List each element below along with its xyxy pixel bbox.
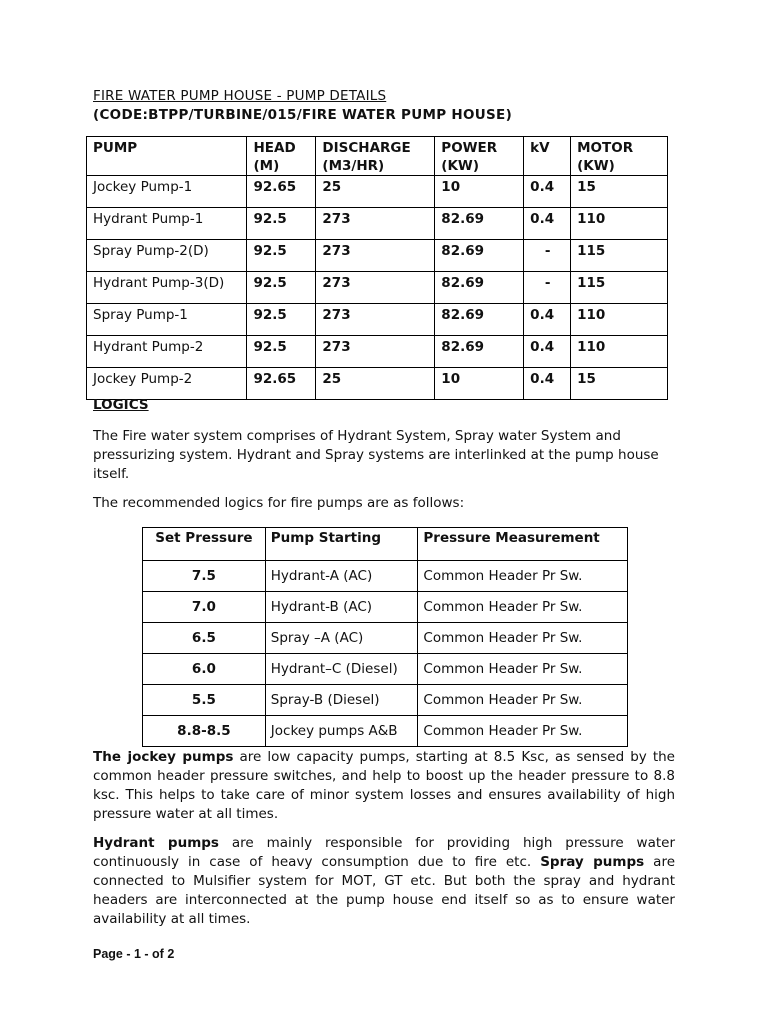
table-cell: 0.4	[524, 208, 571, 240]
logic-intro-paragraph: The recommended logics for fire pumps are as follows:	[93, 495, 465, 511]
header-unit: (M)	[253, 158, 280, 174]
table-row	[87, 240, 668, 272]
table-cell: 82.69	[435, 208, 524, 240]
table-cell: Hydrant-B (AC)	[265, 592, 418, 623]
table-cell: 0.4	[524, 304, 571, 336]
logic-table-header-cell: Pressure Measurement	[418, 528, 628, 561]
header-line: POWER	[441, 140, 498, 156]
table-cell: Spray Pump-2(D)	[87, 240, 247, 272]
table-cell: Jockey Pump-1	[87, 176, 247, 208]
header-line: MOTOR	[577, 140, 634, 156]
table-cell: 110	[571, 336, 668, 368]
table-cell: 0.4	[524, 368, 571, 400]
header-unit: (KW)	[577, 158, 615, 174]
table-cell: 82.69	[435, 272, 524, 304]
table-cell: 273	[316, 304, 435, 336]
table-cell: 92.5	[247, 336, 316, 368]
table-cell: Common Header Pr Sw.	[418, 685, 628, 716]
jockey-paragraph	[93, 748, 675, 824]
logic-table-header-cell: Pump Starting	[265, 528, 418, 561]
spray-lead: Spray pumps	[540, 854, 645, 870]
table-cell: Hydrant Pump-3(D)	[87, 272, 247, 304]
table-cell: 115	[571, 240, 668, 272]
table-cell: Spray-B (Diesel)	[265, 685, 418, 716]
table-cell: 82.69	[435, 240, 524, 272]
table-cell: Common Header Pr Sw.	[418, 561, 628, 592]
table-cell: Common Header Pr Sw.	[418, 592, 628, 623]
table-cell: 10	[435, 176, 524, 208]
table-cell: 6.5	[143, 623, 266, 654]
table-row	[143, 654, 628, 685]
table-cell: 92.65	[247, 368, 316, 400]
table-cell: 115	[571, 272, 668, 304]
table-cell: 10	[435, 368, 524, 400]
table-cell: 92.5	[247, 208, 316, 240]
pump-table-header-cell	[435, 137, 524, 176]
table-cell: 92.5	[247, 240, 316, 272]
table-cell: Jockey Pump-2	[87, 368, 247, 400]
table-row	[87, 208, 668, 240]
table-cell: Spray –A (AC)	[265, 623, 418, 654]
pump-details-table	[86, 136, 668, 400]
document-code: (CODE:BTPP/TURBINE/015/FIRE WATER PUMP HOUSE)	[93, 107, 513, 123]
table-cell: Hydrant Pump-2	[87, 336, 247, 368]
table-cell: Common Header Pr Sw.	[418, 716, 628, 747]
spray-text: are connected to Mulsifier system for MOT, GT etc. But both the spray and hydrant headers are interconnected at the pump house end itself so as to ensure water availability at all times.	[93, 854, 675, 927]
table-row	[143, 561, 628, 592]
hydrant-text: are mainly responsible for providing high pressure water continuously in case of heavy consumption due to fire etc.	[93, 835, 675, 870]
table-cell: 273	[316, 272, 435, 304]
pump-table-header-cell	[524, 137, 571, 176]
table-row	[87, 176, 668, 208]
table-cell: Spray Pump-1	[87, 304, 247, 336]
table-cell: 92.5	[247, 272, 316, 304]
header-unit: (KW)	[441, 158, 479, 174]
pump-logic-table	[142, 527, 628, 747]
table-row	[143, 685, 628, 716]
table-cell: -	[524, 240, 571, 272]
table-cell: 0.4	[524, 176, 571, 208]
table-cell: 7.0	[143, 592, 266, 623]
pump-table-header-cell	[247, 137, 316, 176]
table-row	[143, 716, 628, 747]
table-cell: 273	[316, 240, 435, 272]
table-cell: Hydrant-A (AC)	[265, 561, 418, 592]
table-cell: 110	[571, 208, 668, 240]
hydrant-paragraph	[93, 834, 675, 929]
table-cell: 7.5	[143, 561, 266, 592]
table-row	[87, 336, 668, 368]
table-cell: -	[524, 272, 571, 304]
table-cell: 15	[571, 368, 668, 400]
logics-heading: LOGICS	[93, 397, 149, 413]
table-row	[143, 623, 628, 654]
table-cell: 92.5	[247, 304, 316, 336]
table-cell: Hydrant–C (Diesel)	[265, 654, 418, 685]
table-cell: 92.65	[247, 176, 316, 208]
document-title: FIRE WATER PUMP HOUSE - PUMP DETAILS	[93, 88, 387, 104]
table-cell: 15	[571, 176, 668, 208]
table-cell: 25	[316, 368, 435, 400]
table-cell: 273	[316, 336, 435, 368]
table-cell: 273	[316, 208, 435, 240]
header-line: kV	[530, 140, 550, 156]
jockey-lead: The jockey pumps	[93, 749, 234, 765]
pump-table-header-cell	[87, 137, 247, 176]
table-cell: 8.8-8.5	[143, 716, 266, 747]
logic-table-header-cell: Set Pressure	[143, 528, 266, 561]
table-row	[143, 592, 628, 623]
pump-table-header-cell	[316, 137, 435, 176]
table-cell: 6.0	[143, 654, 266, 685]
header-line: HEAD	[253, 140, 296, 156]
table-cell: 82.69	[435, 336, 524, 368]
header-unit: (M3/HR)	[322, 158, 385, 174]
pump-table-header-cell	[571, 137, 668, 176]
table-row	[87, 272, 668, 304]
table-cell: 110	[571, 304, 668, 336]
header-line: PUMP	[93, 140, 138, 156]
intro-paragraph: The Fire water system comprises of Hydrant System, Spray water System and pressurizing system. Hydrant and Spray systems are interlinked at the pump house itself.	[93, 428, 659, 482]
page-footer: Page - 1 - of 2	[93, 947, 175, 961]
jockey-text: are low capacity pumps, starting at 8.5 Ksc, as sensed by the common header pressure switches, and help to boost up the header pressure to 8.8 ksc. This helps to take care of minor system losses and ensures availability of high pressure water at all times.	[93, 749, 675, 822]
header-line: DISCHARGE	[322, 140, 411, 156]
table-cell: 5.5	[143, 685, 266, 716]
table-cell: 82.69	[435, 304, 524, 336]
table-cell: Hydrant Pump-1	[87, 208, 247, 240]
pump-table-header-row	[87, 137, 668, 176]
table-cell: Common Header Pr Sw.	[418, 654, 628, 685]
table-cell: Common Header Pr Sw.	[418, 623, 628, 654]
table-cell: 0.4	[524, 336, 571, 368]
table-row	[87, 304, 668, 336]
hydrant-lead: Hydrant pumps	[93, 835, 219, 851]
table-row	[87, 368, 668, 400]
logic-table-header-row	[143, 528, 628, 561]
table-cell: 25	[316, 176, 435, 208]
table-cell: Jockey pumps A&B	[265, 716, 418, 747]
